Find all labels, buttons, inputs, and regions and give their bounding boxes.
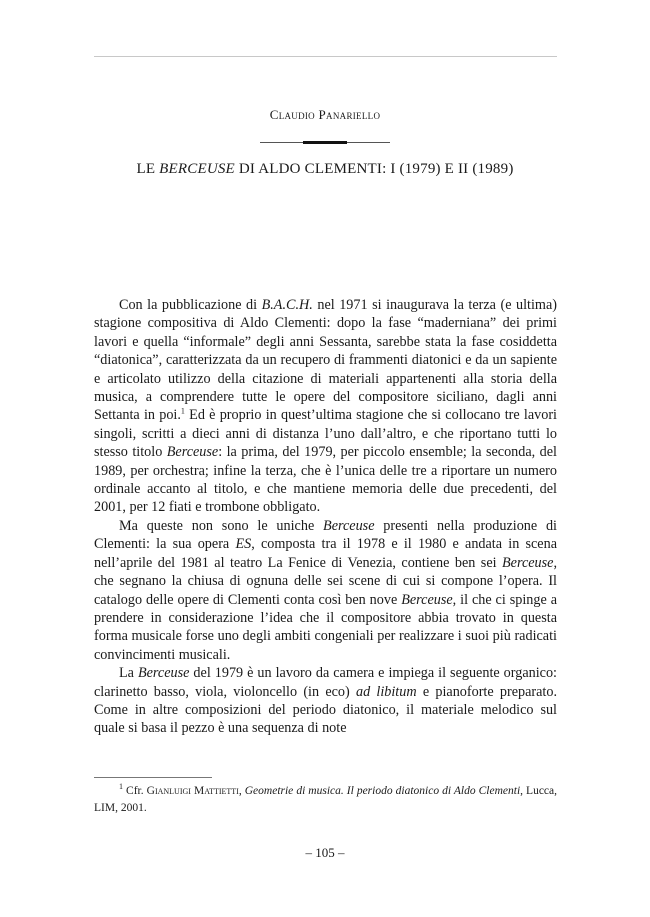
text-run: , che segnano la chiusa di ognuna delle sei scene di cui si compone l’opera. Il catalogo delle opere di Clementi conta così ben nove [94, 554, 557, 608]
title-suffix: DI ALDO CLEMENTI: I (1979) E II (1989) [234, 161, 514, 177]
italic-text: Geometrie di musica. Il periodo diatonico di Aldo Clementi [244, 785, 521, 797]
title-prefix: LE [136, 161, 160, 177]
title-italic: BERCEUSE [159, 161, 235, 177]
author-name: Claudio Panariello [269, 107, 381, 122]
italic-text: ad libitum [355, 683, 417, 700]
text-run: , Lucca, LIM, 2001. [94, 785, 558, 814]
text-run: Con la pubblicazione di [119, 297, 262, 313]
footnote-text [94, 783, 557, 817]
paragraph [94, 296, 557, 517]
italic-text: B.A.C.H. [261, 297, 313, 313]
text-run: nel 1971 si inaugurava la terza (e ultima) stagione compositiva di Aldo Clementi: dopo la fase “maderniana” dei primi lavori e quella “informale” degli anni Sessanta, sarebbe stata la fase cosiddetta “diatonica”, caratterizzata da un recupero di frammenti diatonici e da un sapiente e articolato utilizzo della citazione di materiali appartenenti alla storia della musica, a comprendere tutte le opere del compositore siciliano, dagli anni Settanta in poi. [94, 297, 557, 424]
page-number: – 105 – [305, 845, 345, 860]
footnote-marker: 1 [180, 406, 185, 416]
italic-text: Berceuse [401, 591, 453, 608]
text-run: presenti nella produzione di Clementi: la sua opera [94, 517, 557, 553]
author-smallcaps: Gianluigi Mattietti [146, 785, 239, 797]
italic-text: Berceuse [166, 444, 219, 461]
text-run: , composta tra il 1978 e il 1980 e andata in scena nell’aprile del 1981 al teatro La Fenice di Venezia, contiene ben sei [94, 536, 557, 571]
article-title [0, 161, 650, 178]
text-run: e pianoforte preparato. Come in altre composizioni del periodo diatonico, il materiale melodico sul quale si basa il pezzo è una sequenza di note [94, 683, 558, 737]
title-ornament-bar [303, 141, 347, 144]
body-text [94, 296, 557, 738]
header-rule [94, 56, 557, 57]
text-run: La [119, 665, 138, 682]
italic-text: Berceuse [501, 554, 554, 571]
text-run: Cfr. [123, 785, 147, 797]
italic-text: Berceuse [323, 517, 375, 534]
text-run: Ed è proprio in quest’ultima stagione che si collocano tre lavori singoli, scritti a dieci anni di distanza l’uno dall’altro, e che riportano tutti lo stesso titolo [94, 407, 557, 461]
footnote [94, 783, 557, 817]
paragraph [94, 664, 557, 738]
text-run: , [238, 785, 245, 797]
text-run: del 1979 è un lavoro da camera e impiega il seguente organico: clarinetto basso, viola, violoncello (in eco) [94, 665, 557, 700]
footnote-rule [94, 777, 212, 778]
italic-text: Berceuse [137, 665, 190, 682]
footnote-marker: 1 [119, 782, 123, 792]
text-run: , il che ci spinge a prendere in considerazione l’idea che il compositore abbia trovato in questa forma musicale forse uno degli ambiti congeniali per realizzare i suoi più radicati convincimenti musicali. [94, 591, 557, 663]
text-run: Ma queste non sono le uniche [119, 517, 324, 534]
italic-text: ES [235, 536, 252, 553]
text-run: : la prima, del 1979, per piccolo ensemble; la seconda, del 1989, per orchestra; infine la terza, che è l’unica delle tre a riportare un numero ordinale accanto al titolo, e che mantiene memoria delle due precedenti, del 2001, per 12 fiati e trombone obbligato. [94, 444, 557, 516]
paragraph [94, 517, 557, 664]
